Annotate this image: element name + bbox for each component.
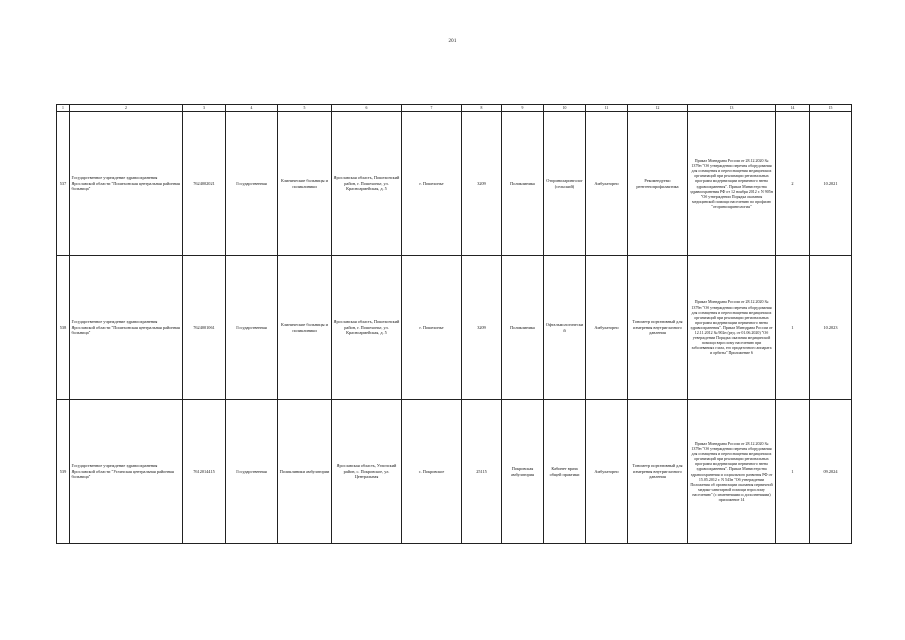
org-type-cell: Клинические больницы и поликлиники: [278, 256, 332, 400]
quantity-cell: 1: [776, 400, 810, 544]
equipment-cell: Тонометр портативный для измерения внутриглазного давления: [628, 256, 688, 400]
column-number: 5: [278, 105, 332, 112]
address-cell: Ярославская область, Пошехонский район, г. Пошехонье, ул. Красноармейская, д. 5: [332, 112, 402, 256]
column-number: 1: [57, 105, 70, 112]
care-type-cell: Амбулаторно: [586, 400, 628, 544]
column-number: 3: [183, 105, 226, 112]
organization-name: Государственное учреждение здравоохранения Ярославской области "Пошехонская центральная районная больница": [70, 256, 183, 400]
column-number: 12: [628, 105, 688, 112]
org-type-cell: Поликлиники амбулатории: [278, 400, 332, 544]
table-row: [57, 400, 852, 544]
department-cell: Поликлиника: [502, 256, 544, 400]
row-number: 539: [57, 400, 70, 544]
column-number: 8: [462, 105, 502, 112]
ownership-cell: Государственная: [226, 256, 278, 400]
column-number: 2: [70, 105, 183, 112]
year-cell: 10.2021: [810, 112, 852, 256]
care-type-cell: Амбулаторно: [586, 112, 628, 256]
column-number: 11: [586, 105, 628, 112]
inn-cell: 7624001061: [183, 256, 226, 400]
inn-cell: 7612014415: [183, 400, 226, 544]
table-row: [57, 112, 852, 256]
column-number: 13: [688, 105, 776, 112]
column-number: 7: [402, 105, 462, 112]
org-type-cell: Клинические больницы и поликлиники: [278, 112, 332, 256]
legal-basis-cell: Приказ Минздрава России от 28.12.2020 № 1379н "Об утверждении перечня оборудования для оснащения и переоснащения медицинских организаций при реализации региональных программ модернизации первичного звена здравоохранения". Приказ Министерства здравоохранения и социального развития РФ от 15.05.2012 г. N 543н "Об утверждении Положения об организации оказания первичной медико-санитарной помощи взрослому населению" (с изменениями и дополнениями) приложение 14: [688, 400, 776, 544]
column-number: 9: [502, 105, 544, 112]
quantity-cell: 2: [776, 112, 810, 256]
column-number: 10: [544, 105, 586, 112]
address-cell: Ярославская область, Пошехонский район, г. Пошехонье, ул. Красноармейская, д. 5: [332, 256, 402, 400]
year-cell: 10.2023: [810, 256, 852, 400]
division-cell: Кабинет врача общей практики: [544, 400, 586, 544]
address-cell: Ярославская область, Угличский район, с. Покровское, ул. Центральная: [332, 400, 402, 544]
division-cell: Оториноларинголог (сельский): [544, 112, 586, 256]
equipment-cell: Рекомендуемо рентгенопрофилактика: [628, 112, 688, 256]
column-number: 14: [776, 105, 810, 112]
division-cell: Офтальмологический: [544, 256, 586, 400]
equipment-table: [56, 104, 852, 544]
quantity-cell: 1: [776, 256, 810, 400]
column-number: 15: [810, 105, 852, 112]
care-type-cell: Амбулаторно: [586, 256, 628, 400]
organization-name: Государственное учреждение здравоохранения Ярославской области "Пошехонская центральная районная больница": [70, 112, 183, 256]
legal-basis-cell: Приказ Минздрава России от 28.12.2020 № 1379н "Об утверждении перечня оборудования для оснащения и переоснащения медицинских организаций при реализации региональных программ модернизации первичного звена здравоохранения". Приказ Минздрава России от 12.11.2012 № 902н (ред. от 01.06.2020) "Об утверждении Порядка оказания медицинской помощи взрослому населению при заболеваниях глаза, его придаточного аппарата и орбиты" Приложение 6: [688, 256, 776, 400]
table-row: [57, 256, 852, 400]
locality-cell: г. Пошехонье: [402, 256, 462, 400]
code-cell: 25115: [462, 400, 502, 544]
equipment-cell: Тонометр портативный для измерения внутриглазного давления: [628, 400, 688, 544]
department-cell: Поликлиника: [502, 112, 544, 256]
column-number-row: [57, 105, 852, 112]
locality-cell: г. Пошехонье: [402, 112, 462, 256]
column-number: 4: [226, 105, 278, 112]
ownership-cell: Государственная: [226, 400, 278, 544]
locality-cell: с. Покровское: [402, 400, 462, 544]
ownership-cell: Государственная: [226, 112, 278, 256]
inn-cell: 7624002021: [183, 112, 226, 256]
organization-name: Государственное учреждение здравоохранения Ярославской области "Угличская центральная районная больница": [70, 400, 183, 544]
year-cell: 09.2024: [810, 400, 852, 544]
row-number: 537: [57, 112, 70, 256]
legal-basis-cell: Приказ Минздрава России от 28.12.2020 № 1379н "Об утверждении перечня оборудования для оснащения и переоснащения медицинских организаций при реализации региональных программ модернизации первичного звена здравоохранения". Приказ Министерства здравоохранения РФ от 12 ноября 2012 г. N 905н "Об утверждении Порядка оказания медицинской помощи населению по профилю "оториноларингология": [688, 112, 776, 256]
code-cell: 3209: [462, 112, 502, 256]
column-number: 6: [332, 105, 402, 112]
page-number: 201: [448, 39, 457, 44]
code-cell: 3209: [462, 256, 502, 400]
row-number: 538: [57, 256, 70, 400]
department-cell: Покровская амбулатория: [502, 400, 544, 544]
